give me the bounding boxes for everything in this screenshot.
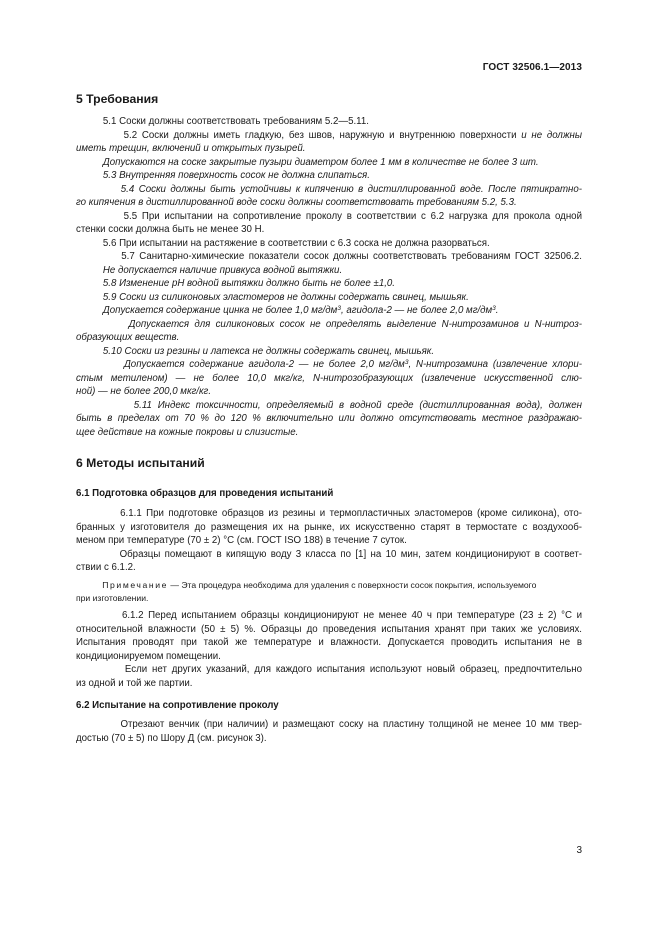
para-5-2-line1: 5.2 Соски должны иметь гладкую, без швов, наружную и внутреннюю поверхности [123,129,517,141]
para-5-1: 5.1 Соски должны соответствовать требованиям 5.2—5.11. [102,116,369,127]
section-6-1-body [76,507,582,575]
para-5-9: 5.9 Соски из силиконовых эластомеров не должны содержать свинец, мышьяк. [102,291,469,303]
para-6-2-line1: Отрезают венчик (при наличии) и размещают соску на пластину толщиной не менее 10 мм твер- [120,719,582,730]
document-id-header: ГОСТ 32506.1—2013 [482,62,582,73]
para-5-4-line1: 5.4 Соски должны быть устойчивы к кипячению в дистиллированной воде. После пятикратно- [120,183,582,195]
section-6-1-2-body [76,609,582,690]
para-5-7-line1: 5.7 Санитарно-химические показатели сосок должны соответствовать требованиям ГОСТ 32506.2. [121,251,582,262]
para-5-6: 5.6 При испытании на растяжение в соответствии с 6.3 соска не должна разорваться. [102,237,490,249]
para-5-10-allow-a: Допускается содержание агидола-2 — не более 2,0 мг/дм [123,359,405,370]
para-5-9-zinc-c: . [495,305,499,316]
section-6-2-title: 6.2 Испытание на сопротивление проколу [76,700,279,711]
para-6-1-2-line3: Испытания проводят при такой же температуре и влажности. Допускается проводить испытания не в [76,637,582,648]
section-6-title: 6 Методы испытаний [76,456,205,470]
para-5-10: 5.10 Соски из резины и латекса не должны содержать свинец, мышьяк. [102,345,435,357]
para-6-1-2-line6: из одной и той же партии. [76,677,193,689]
para-5-2-allowance: Допускаются на соске закрытые пузыри диаметром более 1 мм в количестве не более 3 шт. [102,156,539,168]
para-5-11-line3: щее действие на кожные покровы и слизистые. [76,426,299,438]
note-label: Примечание [102,580,169,590]
para-5-10-allow-d: ной) — не более 200,0 мкг/кг. [76,386,212,397]
para-5-2-line2: иметь трещин, включений и открытых пузырей. [76,143,306,154]
para-5-9-zinc-a: Допускается содержание цинка не более 1,0 мг/дм [102,305,338,316]
para-6-1-1-line1: 6.1.1 При подготовке образцов из резины и термопластичных эластомеров (кроме силикона), ото- [120,508,582,519]
note-block [76,579,582,604]
para-5-11-line1: 5.11 Индекс токсичности, определяемый в водной среде (дистиллированная вода), должен [133,399,582,411]
note-text-line2: при изготовлении. [76,592,149,603]
para-5-10-allow-b: , N-нитрозамина (извлечение хлори- [408,359,582,370]
para-6-1-2-line4: кондиционируемом помещении. [76,650,221,662]
para-5-5-line1: 5.5 При испытании на сопротивление проколу в соответствии с 6.2 нагрузка для прокола одной [123,210,582,222]
para-5-5-line2: стенки соски должна быть не менее 30 Н. [76,224,265,235]
section-6-1-title: 6.1 Подготовка образцов для проведения испытаний [76,488,334,499]
section-6-2-body [76,718,582,745]
para-5-4-line2: го кипячения в дистиллированной воде соски должны соответствовать требованиям 5.2, 5.3. [76,197,517,208]
para-5-10-allow-c: стым метиленом) — не более 10,0 мкг/кг, N-нитрозобразующих (извлечение искусственной слю- [76,372,582,384]
superscript-3: 3 [492,305,496,312]
para-5-3: 5.3 Внутренняя поверхность сосок не должна слипаться. [102,170,370,181]
para-6-1-2-line2: относительной влажности (50 ± 5) %. Образцы до проведения испытания хранят при таких же условиях. [76,623,582,635]
para-5-9-zinc-b: , агидола-2 — не более 2,0 мг/дм [340,305,493,316]
superscript-3: 3 [337,305,341,312]
para-6-1-1-line5: ствии с 6.1.2. [76,562,136,573]
para-5-11-line2: быть в пределах от 70 % до 120 % включительно или должно отсутствовать местное раздражаю- [76,413,582,424]
para-6-1-1-line3: меном при температуре (70 ± 2) °С (см. ГОСТ ISO 188) в течение 7 суток. [76,535,407,546]
note-text-line1: — Эта процедура необходима для удаления с поверхности сосок покрытия, используемого [168,580,537,590]
para-5-2-line1-italic: и не должны [516,129,582,141]
section-5-body [76,115,582,439]
section-5-title: 5 Требования [76,92,159,106]
para-5-9-nitro-line1: Допускается для силиконовых сосок не определять выделение N-нитрозаминов и N-нитроз- [128,318,582,330]
para-5-7-line2: Не допускается наличие привкуса водной вытяжки. [102,264,343,276]
para-6-1-2-line5: Если нет других указаний, для каждого испытания используют новый образец, предпочтительно [124,664,582,675]
para-5-9-nitro-line2: образующих веществ. [76,332,180,343]
superscript-3: 3 [404,359,409,366]
para-6-1-2-line1: 6.1.2 Перед испытанием образцы кондиционируют не менее 40 ч при температуре (23 ± 2) °С и [121,610,582,621]
para-6-2-line2: достью (70 ± 5) по Шору Д (см. рисунок 3). [76,732,267,744]
para-6-1-1-line2: бранных у изготовителя до размещения их на рынке, их искусственно старят в термостате с воздухооб- [76,521,582,533]
page-number: 3 [576,845,582,856]
para-6-1-1-line4: Образцы помещают в кипящую воду 3 класса по [1] на 10 мин, затем кондиционируют в соответ- [119,548,582,560]
para-5-8: 5.8 Изменение pH водной вытяжки должно быть не более ±1,0. [102,278,395,289]
